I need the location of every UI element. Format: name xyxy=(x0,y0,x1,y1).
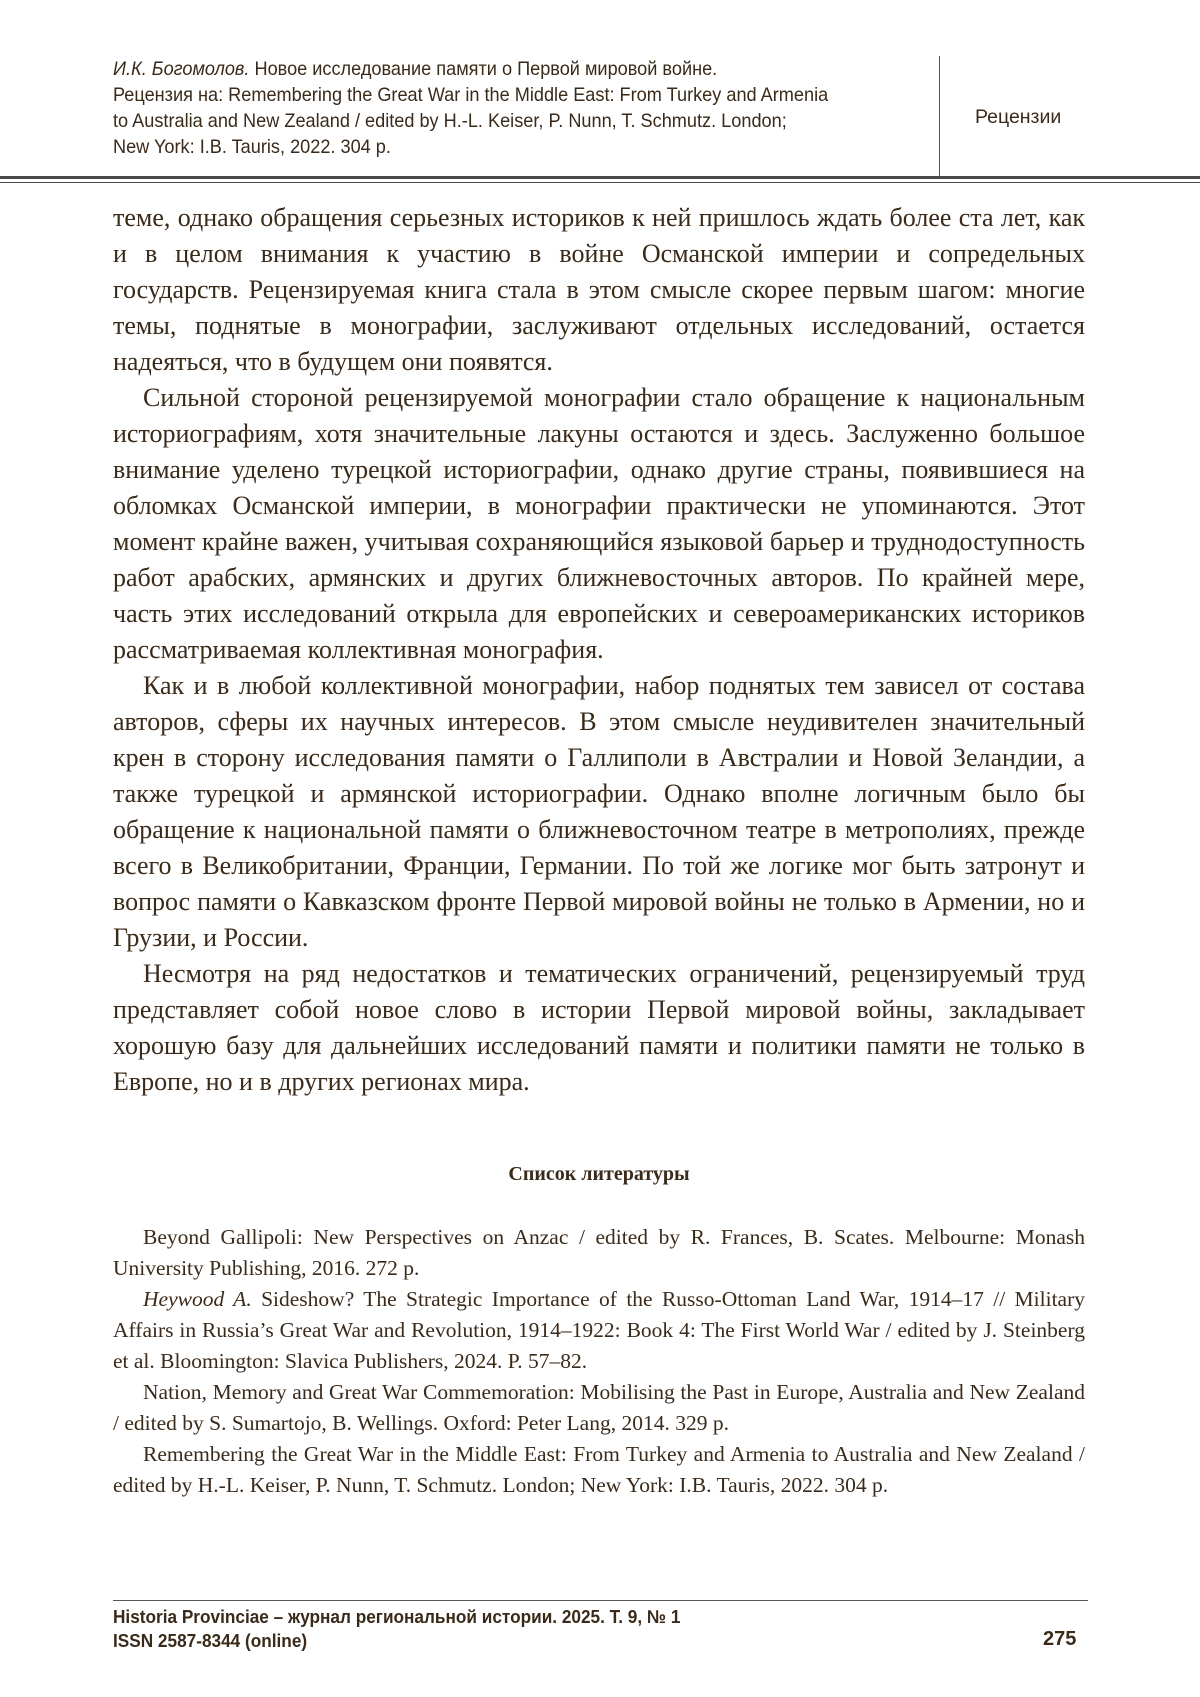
article-body xyxy=(113,200,1085,1100)
header-title-part-1: Новое исследование памяти о Первой мировой войне. xyxy=(249,58,718,80)
header-author: И.К. Богомолов. xyxy=(113,58,250,80)
reference-author: Heywood A. xyxy=(143,1287,252,1311)
footer-journal: Historia Provinciae – журнал региональной истории. 2025. Т. 9, № 1 xyxy=(113,1606,681,1627)
footer-issn: ISSN 2587-8344 (online) xyxy=(113,1630,308,1651)
paragraph-1: теме, однако обращения серьезных историков к ней пришлось ждать более ста лет, как и в целом внимания к участию в войне Османской империи и сопредельных государств. Рецензируемая книга стала в этом смысле скорее первым шагом: многие темы, поднятые в монографии, заслуживают отдельных исследований, остается надеяться, что в будущем они появятся. xyxy=(113,203,1085,376)
references-list xyxy=(113,1222,1085,1501)
header-line-3: to Australia and New Zealand / edited by H.-L. Keiser, P. Nunn, T. Schmutz. London; xyxy=(113,110,787,132)
header-line-4: New York: I.B. Tauris, 2022. 304 p. xyxy=(113,136,391,158)
header-rule-thick xyxy=(0,176,1200,179)
header-citation xyxy=(113,56,864,160)
paragraph-4: Несмотря на ряд недостатков и тематических ограничений, рецензируемый труд представляет собой новое слово в истории Первой мировой войны, закладывает хорошую базу для дальнейших исследований памяти и политики памяти не только в Европе, но и в других регионах мира. xyxy=(113,959,1085,1096)
header-section: Рецензии xyxy=(975,106,1062,128)
running-header xyxy=(113,56,1200,174)
page-footer xyxy=(113,1605,1088,1653)
references-title: Список литературы xyxy=(508,1163,690,1185)
header-divider xyxy=(939,56,940,176)
header-line-1 xyxy=(113,56,864,82)
header-rule-thin xyxy=(0,182,1200,183)
paragraph-3: Как и в любой коллективной монографии, набор поднятых тем зависел от состава авторов, сферы их научных интересов. В этом смысле неудивителен значительный крен в сторону исследования памяти о Галлиполи в Австралии и Новой Зеландии, а также турецкой и армянской историографии. Однако вполне логичным было бы обращение к национальной памяти о ближневосточном театре в метрополиях, прежде всего в Великобритании, Франции, Германии. По той же логике мог быть затронут и вопрос памяти о Кавказском фронте Первой мировой войны не только в Армении, но и Грузии, и России. xyxy=(113,671,1085,952)
footer-rule xyxy=(113,1600,1088,1601)
reference-item: Nation, Memory and Great War Commemoration: Mobilising the Past in Europe, Australia and New Zealand / edited by S. Sumartojo, B. Wellings. Oxford: Peter Lang, 2014. 329 p. xyxy=(113,1380,1085,1435)
paragraph-2: Сильной стороной рецензируемой монографии стало обращение к национальным историографиям, хотя значительные лакуны остаются и здесь. Заслуженно большое внимание уделено турецкой историографии, однако другие страны, появившиеся на обломках Османской империи, в монографии практически не упоминаются. Этот момент крайне важен, учитывая сохраняющийся языковой барьер и труднодоступность работ арабских, армянских и других ближневосточных авторов. По крайней мере, часть этих исследований открыла для европейских и североамериканских историков рассматриваемая коллективная монография. xyxy=(113,383,1085,664)
page-number: 275 xyxy=(1043,1628,1077,1650)
reference-item: Beyond Gallipoli: New Perspectives on Anzac / edited by R. Frances, B. Scates. Melbourne: Monash University Publishing, 2016. 272 p. xyxy=(113,1225,1085,1280)
reference-item: Remembering the Great War in the Middle East: From Turkey and Armenia to Australia and New Zealand / edited by H.-L. Keiser, P. Nunn, T. Schmutz. London; New York: I.B. Tauris, 2022. 304 p. xyxy=(113,1442,1085,1497)
reference-item xyxy=(113,1284,1085,1377)
header-line-2: Рецензия на: Remembering the Great War in the Middle East: From Turkey and Armenia xyxy=(113,84,829,106)
reference-text: Sideshow? The Strategic Importance of the Russo-Ottoman Land War, 1914–17 // Military Affairs in Russia’s Great War and Revolution, 1914–1922: Book 4: The First World War / edited by J. Steinberg et al. Bloomington: Slavica Publishers, 2024. P. 57–82. xyxy=(113,1287,1086,1373)
